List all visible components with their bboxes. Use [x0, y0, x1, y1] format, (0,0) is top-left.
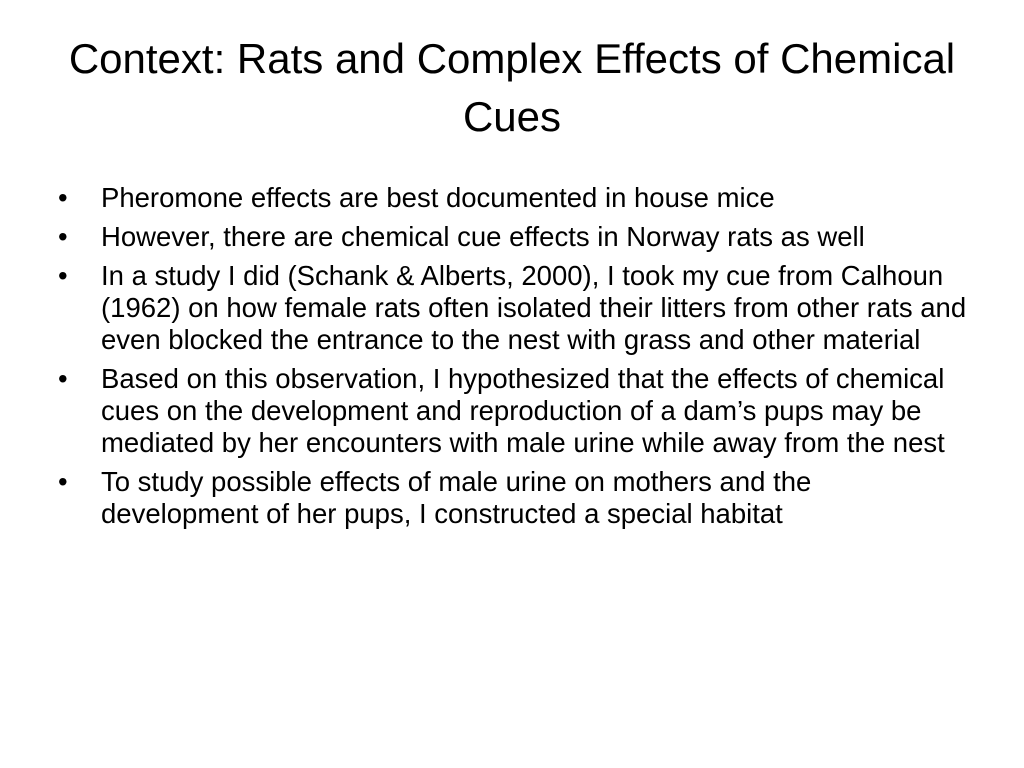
bullet-item — [56, 260, 976, 356]
bullet-list — [56, 182, 976, 537]
bullet-item — [56, 221, 976, 253]
bullet-dot-icon: • — [58, 221, 68, 252]
bullet-item — [56, 363, 976, 459]
bullet-dot-icon: • — [58, 182, 68, 213]
bullet-item — [56, 182, 976, 214]
bullet-item — [56, 466, 976, 530]
bullet-text: Based on this observation, I hypothesized that the effects of chemical cues on the development and reproduction of a dam’s pups may be mediated by her encounters with male urine while away from the nest — [101, 363, 945, 458]
bullet-text: Pheromone effects are best documented in house mice — [101, 182, 775, 213]
bullet-text: However, there are chemical cue effects in Norway rats as well — [101, 221, 865, 252]
bullet-text: In a study I did (Schank & Alberts, 2000), I took my cue from Calhoun (1962) on how female rats often isolated their litters from other rats and even blocked the entrance to the nest with grass and other material — [101, 260, 967, 355]
bullet-dot-icon: • — [58, 363, 68, 394]
bullet-dot-icon: • — [58, 260, 68, 291]
slide-title: Context: Rats and Complex Effects of Chemical Cues — [68, 35, 956, 140]
bullet-dot-icon: • — [58, 466, 68, 497]
bullet-text: To study possible effects of male urine on mothers and the development of her pups, I constructed a special habitat — [101, 466, 812, 529]
